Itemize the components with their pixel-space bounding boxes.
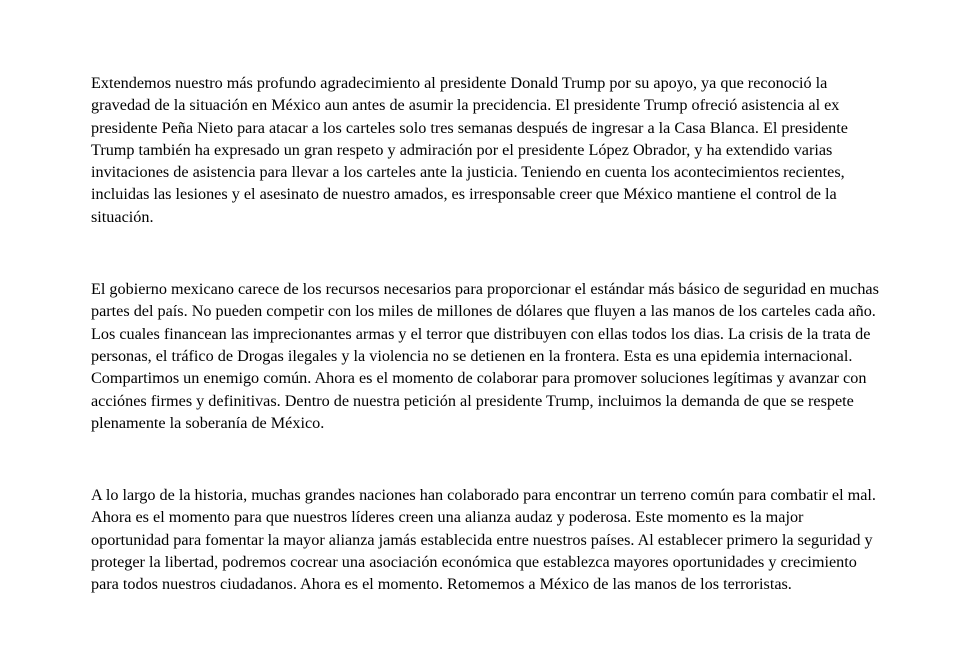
paragraph-mexican-government-resources: El gobierno mexicano carece de los recursos necesarios para proporcionar el estándar más básico de seguridad en muchas partes del país. No pueden competir con los miles de millones de dólares que fluyen a las manos de los carteles cada año. Los cuales financean las imprecionantes armas y el terror que distribuyen con ellas todos los dias. La crisis de la trata de personas, el tráfico de Drogas ilegales y la violencia no se detienen en la frontera. Esta es una epidemia internacional. Compartimos un enemigo común. Ahora es el momento de colaborar para promover soluciones legítimas y avanzar con acciónes firmes y definitivas. Dentro de nuestra petición al presidente Trump, incluimos la demanda de que se respete plenamente la soberanía de México.: [91, 280, 879, 432]
paragraph-alliance-call-to-action: A lo largo de la historia, muchas grandes naciones han colaborado para encontrar un terreno común para combatir el mal. Ahora es el momento para que nuestros líderes creen una alianza audaz y poderosa. Este momento es la major oportunidad para fomentar la mayor alianza jamás establecida entre nuestros países. Al establecer primero la seguridad y proteger la libertad, podremos cocrear una asociación económica que establezca mayores oportunidades y crecimiento para todos nuestros ciudadanos. Ahora es el momento. Retomemos a México de las manos de los terroristas.: [91, 486, 876, 594]
document-text-body: [91, 72, 879, 596]
paragraph-gratitude-trump: Extendemos nuestro más profundo agradecimiento al presidente Donald Trump por su apoyo, ya que reconoció la gravedad de la situación en México aun antes de asumir la precidencia. El presidente Trump ofreció asistencia al ex presidente Peña Nieto para atacar a los carteles solo tres semanas después de ingresar a la Casa Blanca. El presidente Trump también ha expresado un gran respeto y admiración por el presidente López Obrador, y ha extendido varias invitaciones de asistencia para llevar a los carteles ante la justicia. Teniendo en cuenta los acontecimientos recientes, incluidas las lesiones y el asesinato de nuestro amados, es irresponsable creer que México mantiene el control de la situación.: [91, 74, 848, 226]
